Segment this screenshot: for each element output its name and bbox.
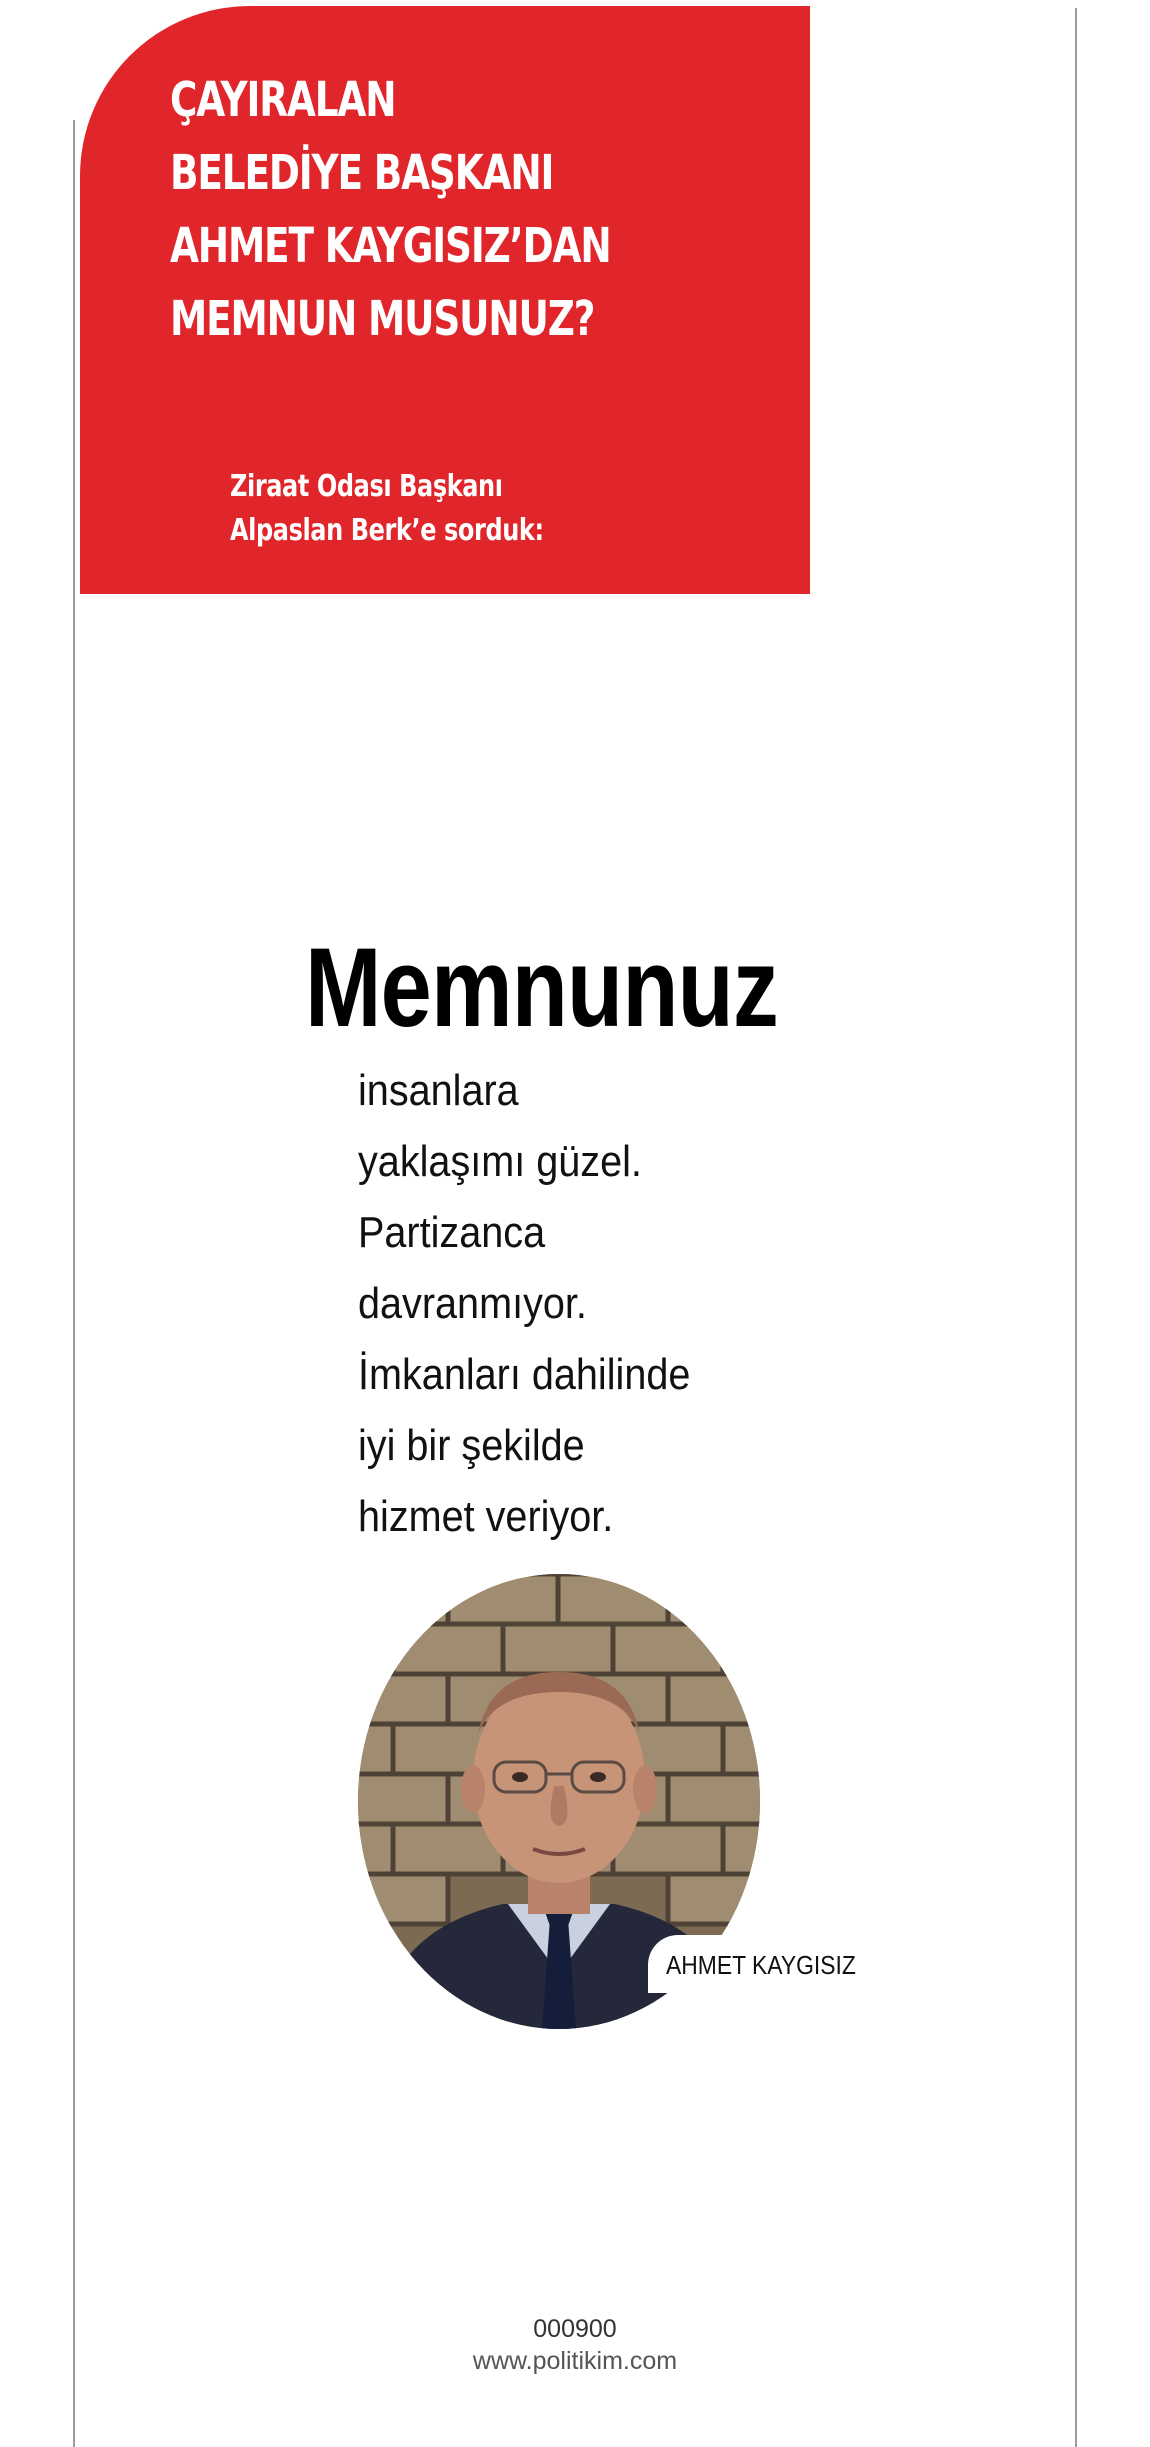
answer-body — [358, 1055, 690, 1552]
right-margin-rule — [1075, 8, 1077, 2447]
portrait-caption: AHMET KAYGISIZ — [666, 1950, 856, 1980]
headline-line: ÇAYIRALAN — [170, 72, 396, 128]
answer-line: yaklaşımı güzel. — [358, 1137, 642, 1186]
answer-line: insanlara — [358, 1066, 519, 1115]
answer-line: iyi bir şekilde — [358, 1421, 585, 1470]
subheadline — [230, 465, 544, 553]
answer-line: İmkanları dahilinde — [358, 1350, 691, 1399]
headline — [170, 64, 610, 356]
left-margin-rule — [73, 120, 75, 2447]
answer-line: hizmet veriyor. — [358, 1492, 614, 1541]
footer-code: 000900 — [533, 2315, 617, 2343]
subheadline-line: Alpaslan Berk’e sorduk: — [230, 513, 544, 548]
answer-line: Partizanca — [358, 1208, 546, 1257]
headline-line: BELEDİYE BAŞKANI — [170, 145, 554, 201]
answer-verdict: Memnunuz — [305, 925, 778, 1050]
portrait-caption-tag — [648, 1935, 868, 1993]
answer-line: davranmıyor. — [358, 1279, 587, 1328]
headline-line: AHMET KAYGISIZ’DAN — [170, 218, 611, 274]
footer-url[interactable]: www.politikim.com — [472, 2347, 678, 2375]
subheadline-line: Ziraat Odası Başkanı — [230, 469, 503, 504]
headline-line: MEMNUN MUSUNUZ? — [170, 291, 595, 347]
